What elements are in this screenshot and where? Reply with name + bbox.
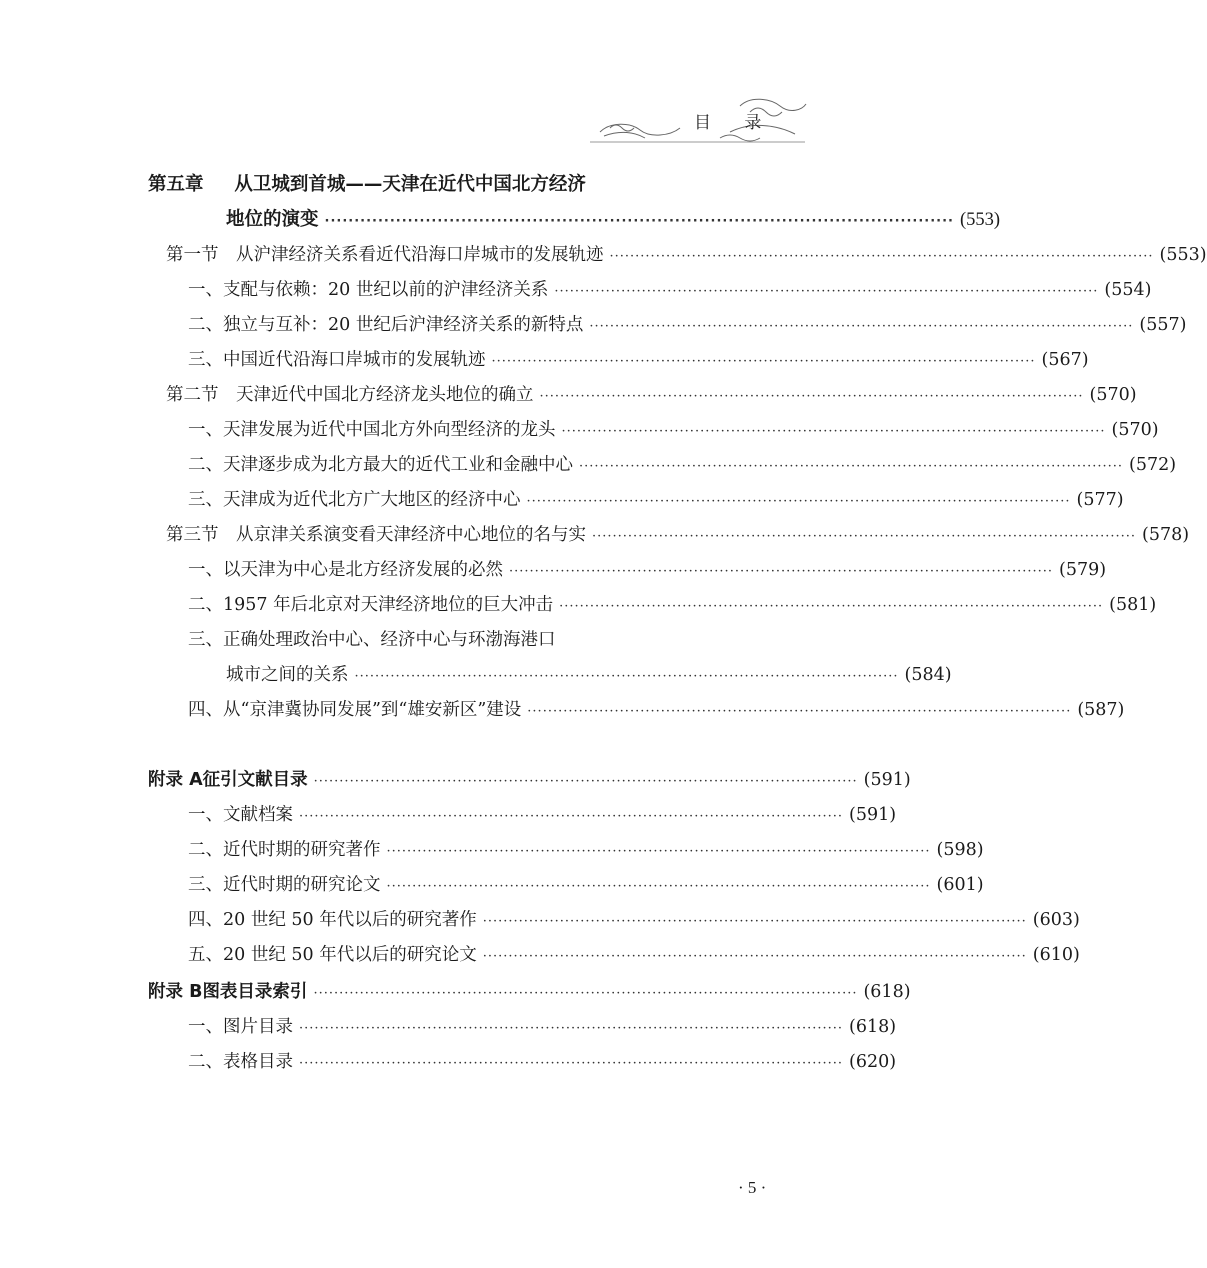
toc-entry[interactable] [188,274,1152,306]
leader-dots: ·········································································································· [526,494,1071,509]
appendix-a-title: 征引文献目录 [202,770,308,790]
page-ref: (554) [1104,280,1152,300]
leader-dots: ·········································································································· [491,354,1036,369]
toc-entry[interactable] [166,239,1207,271]
page-ref: (581) [1109,595,1157,615]
page-ref: (610) [1032,945,1080,965]
leader-dots: ·········································································································· [527,704,1072,719]
leader-dots: ·········································································································· [386,879,931,894]
toc-entry[interactable] [188,624,778,656]
page-ref: (553) [1159,245,1207,265]
leader-dots: ·········································································································· [313,986,858,1001]
page-ref: (578) [1142,525,1190,545]
leader-dots: ·········································································································· [313,774,858,789]
section-title: 第三节 从京津关系演变看天津经济中心地位的名与实 [166,525,586,545]
toc-entry[interactable] [188,869,984,901]
toc-entry[interactable] [188,309,1187,341]
chapter-label: 第五章 [148,174,204,195]
page-number: · 5 · [738,1178,767,1197]
section-title: 第二节 天津近代中国北方经济龙头地位的确立 [166,385,534,405]
page-ref: (620) [849,1052,897,1072]
page-ref: (567) [1041,350,1089,370]
page-ref: (587) [1077,700,1125,720]
toc-entry[interactable] [188,414,1159,446]
page-ref: (584) [904,665,952,685]
subsection-title: 二、1957 年后北京对天津经济地位的巨大冲击 [188,595,554,615]
toc-entry[interactable] [188,1046,897,1078]
subsection-title: 一、天津发展为近代中国北方外向型经济的龙头 [188,420,556,440]
page-ref: (598) [936,840,984,860]
page-ref: (553) [960,210,1001,230]
page-ref: (570) [1111,420,1159,440]
leader-dots: ·········································································································· [509,564,1054,579]
leader-dots: ·········································································································· [554,284,1099,299]
subsection-title: 二、独立与互补：20 世纪后沪津经济关系的新特点 [188,315,584,335]
toc-entry[interactable] [188,449,1177,481]
appendix-item: 一、文献档案 [188,805,293,825]
appendix-item: 二、近代时期的研究著作 [188,840,381,860]
appendix-item: 三、近代时期的研究论文 [188,875,381,895]
page-ref: (618) [849,1017,897,1037]
page-ref: (577) [1076,490,1124,510]
leader-dots: ·········································································································· [299,1056,844,1071]
toc-entry[interactable] [188,939,1080,971]
leader-dots: ·········································································································· [354,669,899,684]
appendix-a-label: 附录 A [148,770,203,790]
leader-dots: ·········································································································· [561,424,1106,439]
leader-dots: ·········································································································· [539,389,1084,404]
page-ref: (579) [1059,560,1107,580]
subsection-title: 一、以天津为中心是北方经济发展的必然 [188,560,503,580]
subsection-title: 三、正确处理政治中心、经济中心与环渤海港口 [188,630,556,650]
toc-entry[interactable] [148,764,911,796]
toc-entry[interactable] [188,904,1080,936]
subsection-title: 一、支配与依赖：20 世纪以前的沪津经济关系 [188,280,549,300]
leader-dots: ·········································································································· [589,319,1134,334]
leader-dots: ·········································································································· [324,214,954,229]
toc-entry[interactable] [166,519,1190,551]
toc-entry[interactable] [188,554,1107,586]
toc-entry[interactable] [188,799,897,831]
leader-dots: ·········································································································· [299,1021,844,1036]
toc-entry[interactable] [188,484,1124,516]
appendix-item: 四、20 世纪 50 年代以后的研究著作 [188,910,477,930]
leader-dots: ·········································································································· [386,844,931,859]
header-title: 目 录 [694,113,776,133]
leader-dots: ·········································································································· [299,809,844,824]
leader-dots: ·········································································································· [592,529,1137,544]
subsection-title-continued: 城市之间的关系 [226,665,349,685]
leader-dots: ·········································································································· [579,459,1124,474]
toc-entry[interactable] [188,1011,897,1043]
appendix-item: 一、图片目录 [188,1017,293,1037]
page-ref: (603) [1032,910,1080,930]
page-ref: (618) [863,982,911,1002]
appendix-item: 五、20 世纪 50 年代以后的研究论文 [188,945,477,965]
running-header [590,92,810,152]
leader-dots: ·········································································································· [609,249,1154,264]
toc-entry[interactable] [188,694,1125,726]
page-ref: (601) [936,875,984,895]
toc-entry[interactable] [188,834,984,866]
page-ref: (570) [1089,385,1137,405]
chapter-title-line2: 地位的演变 [226,209,319,230]
appendix-b-title: 图表目录索引 [202,982,308,1002]
toc-entry[interactable] [188,344,1089,376]
appendix-item: 二、表格目录 [188,1052,293,1072]
subsection-title: 三、天津成为近代北方广大地区的经济中心 [188,490,521,510]
toc-entry[interactable] [188,589,1157,621]
leader-dots: ·········································································································· [482,949,1027,964]
chapter-title-line1: 从卫城到首城——天津在近代中国北方经济 [234,174,586,195]
toc-entry[interactable] [148,976,911,1008]
page-ref: (572) [1129,455,1177,475]
subsection-title: 二、天津逐步成为北方最大的近代工业和金融中心 [188,455,573,475]
section-title: 第一节 从沪津经济关系看近代沿海口岸城市的发展轨迹 [166,245,604,265]
toc-entry[interactable] [226,204,1001,236]
page-ref: (557) [1139,315,1187,335]
toc-entry[interactable] [166,379,1137,411]
subsection-title: 三、中国近代沿海口岸城市的发展轨迹 [188,350,486,370]
subsection-title: 四、从“京津冀协同发展”到“雄安新区”建设 [188,700,522,720]
page-ref: (591) [863,770,911,790]
page-ref: (591) [849,805,897,825]
leader-dots: ·········································································································· [559,599,1104,614]
leader-dots: ·········································································································· [482,914,1027,929]
appendix-b-label: 附录 B [148,982,203,1002]
toc-entry[interactable] [226,659,952,691]
chapter-heading [148,170,586,196]
